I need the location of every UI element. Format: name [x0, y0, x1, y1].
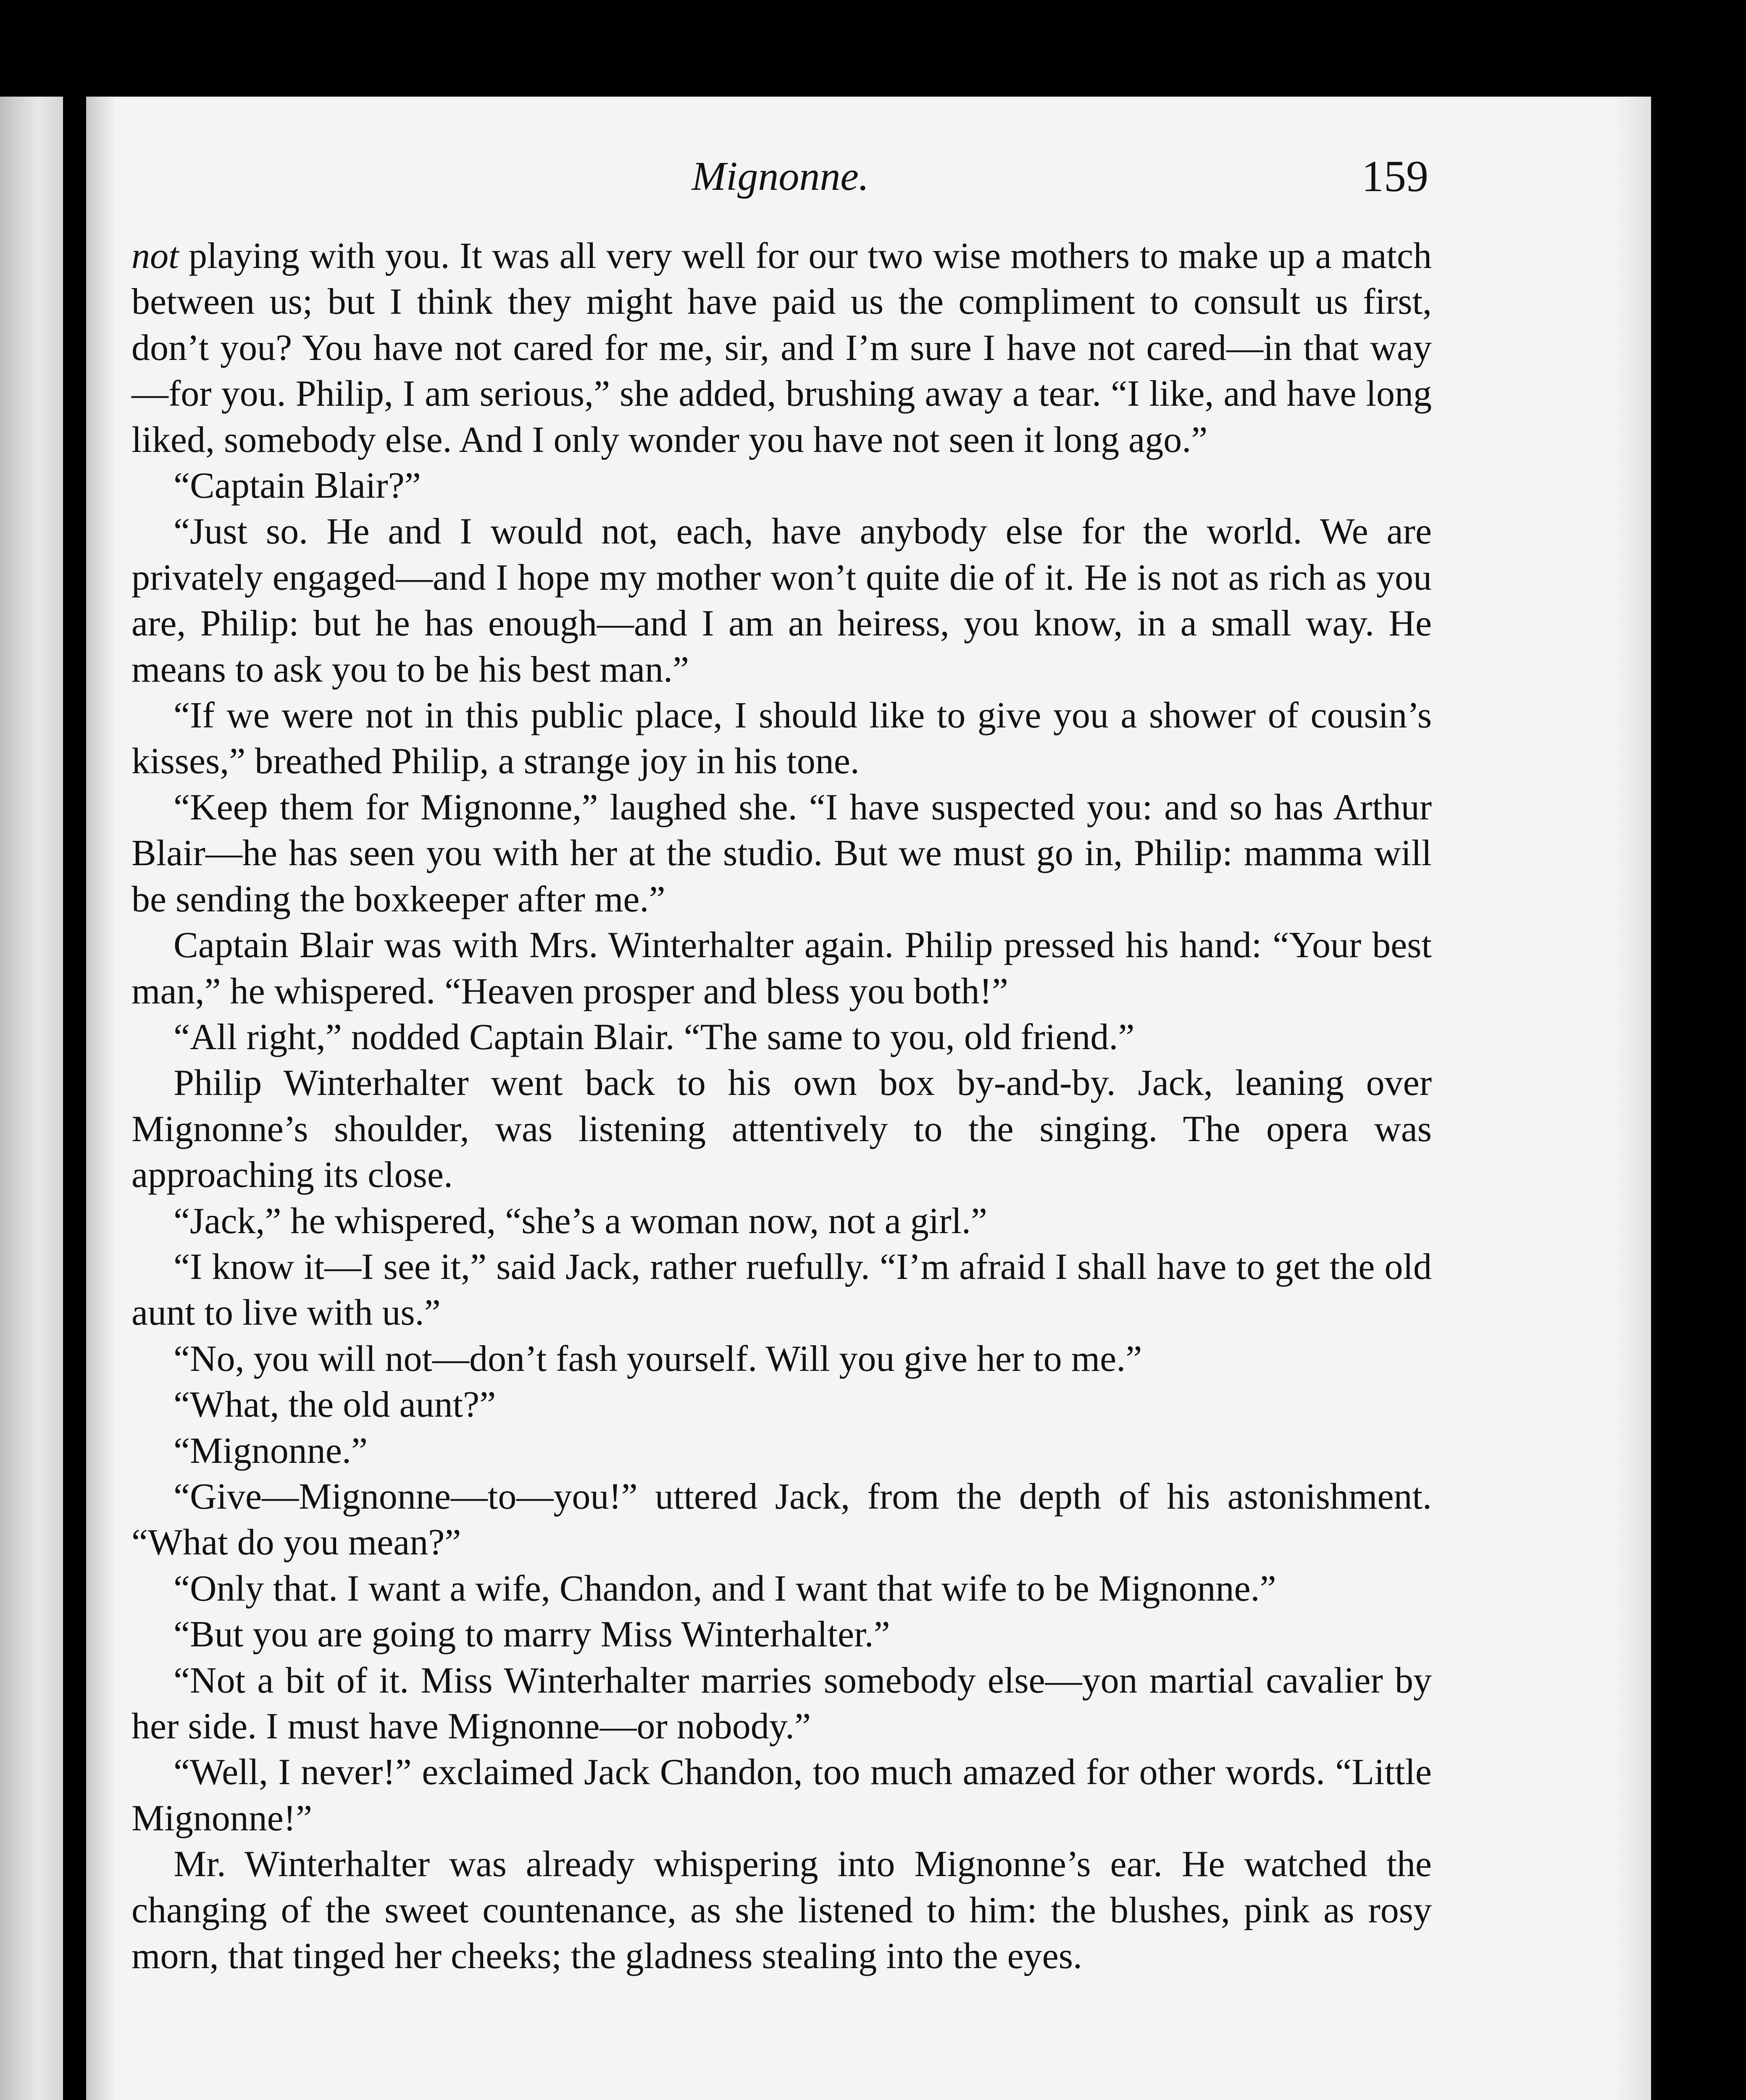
running-head — [132, 147, 1428, 206]
paragraph: Philip Winterhalter went back to his own box by-and-by. Jack, leaning over Mignonne’s shoulder, was listening attentively to the singing. The opera was approaching its close. — [131, 1063, 1432, 1196]
paragraph: “Only that. I want a wife, Chandon, and I want that wife to be Mignonne.” — [174, 1568, 1276, 1609]
paragraph: Mr. Winterhalter was already whispering into Mignonne’s ear. He watched the changing of the sweet countenance, as she listened to him: the blushes, pink as rosy morn, that tinged her cheeks; the gladness stealing into the eyes. — [131, 1844, 1432, 1977]
running-title: Mignonne. — [692, 154, 869, 199]
binding-shadow — [86, 97, 116, 2100]
paragraph: “Mignonne.” — [174, 1430, 368, 1471]
paragraph: “No, you will not—don’t fash yourself. Will you give her to me.” — [174, 1338, 1142, 1379]
paragraph — [131, 233, 1432, 463]
body-text — [131, 233, 1432, 1979]
paragraph: “But you are going to marry Miss Winterhalter.” — [174, 1614, 890, 1655]
paragraph: “What, the old aunt?” — [174, 1384, 496, 1425]
paragraph: “All right,” nodded Captain Blair. “The same to you, old friend.” — [174, 1016, 1135, 1058]
paragraph: “Captain Blair?” — [174, 465, 421, 507]
paragraph: “Not a bit of it. Miss Winterhalter marries somebody else—yon martial cavalier by her side. I must have Mignonne—or nobody.” — [131, 1660, 1432, 1747]
emphasized-word: not — [131, 236, 179, 276]
paragraph: “Well, I never!” exclaimed Jack Chandon, too much amazed for other words. “Little Mignonne!” — [131, 1752, 1432, 1839]
page-edge-shadow — [1613, 97, 1651, 2100]
paragraph: “Just so. He and I would not, each, have anybody else for the world. We are privately engaged—and I hope my mother won’t quite die of it. He is not as rich as you are, Philip: but he has enough—and I am an heiress, you know, in a small way. He means to ask you to be his best man.” — [131, 511, 1432, 690]
paragraph: “Keep them for Mignonne,” laughed she. “I have suspected you: and so has Arthur Blair—he has seen you with her at the studio. But we must go in, Philip: mamma will be sending the boxkeeper after me.” — [131, 787, 1432, 920]
paragraph-text: playing with you. It was all very well for our two wise mothers to make up a match between us; but I think they might have paid us the compliment to consult us first, don’t you? You have not cared for me, sir, and I’m sure I have not cared—in that way—for you. Philip, I am serious,” she added, brushing away a tear. “I like, and have long liked, somebody else. And I only wonder you have not seen it long ago.” — [131, 236, 1432, 460]
paragraph: Captain Blair was with Mrs. Winterhalter again. Philip pressed his hand: “Your best man,” he whispered. “Heaven prosper and bless you both!” — [131, 925, 1432, 1012]
paragraph: “If we were not in this public place, I should like to give you a shower of cousin’s kisses,” breathed Philip, a strange joy in his tone. — [131, 695, 1432, 782]
left-page-edge — [0, 97, 63, 2100]
paragraph: “Give—Mignonne—to—you!” uttered Jack, from the depth of his astonishment. “What do you mean?” — [131, 1476, 1432, 1563]
paragraph: “I know it—I see it,” said Jack, rather ruefully. “I’m afraid I shall have to get the old aunt to live with us.” — [131, 1246, 1432, 1334]
paragraph: “Jack,” he whispered, “she’s a woman now, not a girl.” — [174, 1200, 987, 1242]
page-number: 159 — [1362, 152, 1428, 201]
